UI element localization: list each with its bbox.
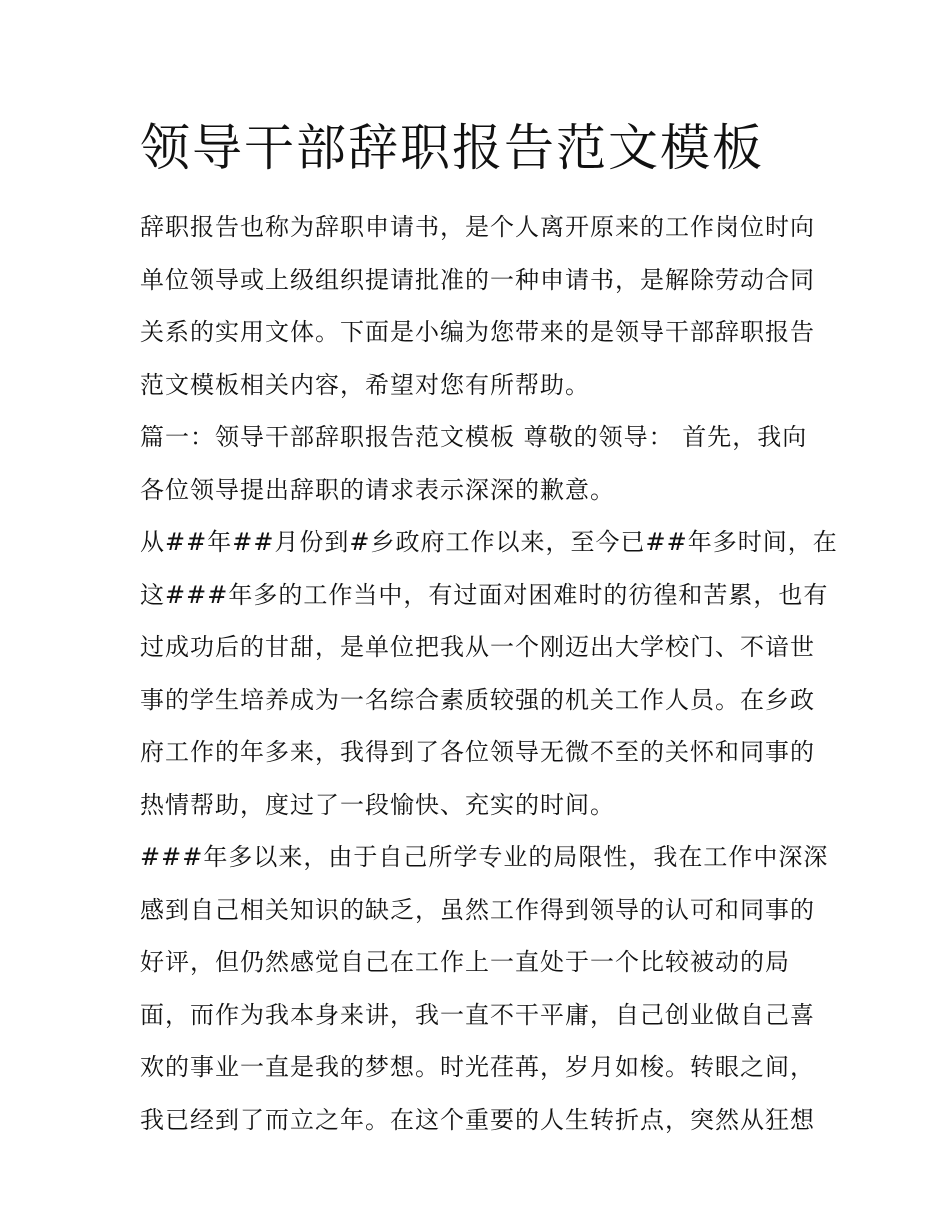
paragraph-intro [140,201,820,411]
paragraph-work-history [140,516,838,831]
text-line: 这###年多的工作当中，有过面对困难时的彷徨和苦累，也有 [140,580,829,609]
paragraph-reasons [140,831,829,1146]
text-line: 事的学生培养成为一名综合素质较强的机关工作人员。在乡政 [140,685,815,714]
text-line: 范文模板相关内容，希望对您有所帮助。 [140,370,590,399]
text-line: 府工作的年多来，我得到了各位领导无微不至的关怀和同事的 [140,738,815,766]
document-title: 领导干部辞职报告范文模板 [140,119,764,177]
text-line: 篇一：领导干部辞职报告范文模板 尊敬的领导： 首先，我向 [140,423,808,451]
text-line: 面，而作为我本身来讲，我一直不干平庸，自己创业做自己喜 [140,1000,815,1029]
text-line: 各位领导提出辞职的请求表示深深的歉意。 [140,475,615,504]
text-line: ###年多以来，由于自己所学专业的局限性，我在工作中深深 [140,843,829,871]
text-line: 从##年##月份到#乡政府工作以来，至今已##年多时间，在 [140,528,838,556]
document-page [140,112,838,1146]
text-line: 关系的实用文体。下面是小编为您带来的是领导干部辞职报告 [140,318,815,346]
text-line: 我已经到了而立之年。在这个重要的人生转折点，突然从狂想 [140,1105,815,1134]
text-line: 热情帮助，度过了一段愉快、充实的时间。 [140,790,615,819]
text-line: 过成功后的甘甜，是单位把我从一个刚迈出大学校门、不谙世 [140,633,815,661]
text-line: 感到自己相关知识的缺乏，虽然工作得到领导的认可和同事的 [140,895,815,924]
text-line: 欢的事业一直是我的梦想。时光荏苒，岁月如梭。转眼之间， [140,1053,815,1081]
text-line: 单位领导或上级组织提请批准的一种申请书，是解除劳动合同 [140,265,815,294]
paragraph-greeting [140,411,820,516]
text-line: 好评，但仍然感觉自己在工作上一直处于一个比较被动的局 [140,948,790,976]
text-line: 辞职报告也称为辞职申请书，是个人离开原来的工作岗位时向 [140,213,815,241]
